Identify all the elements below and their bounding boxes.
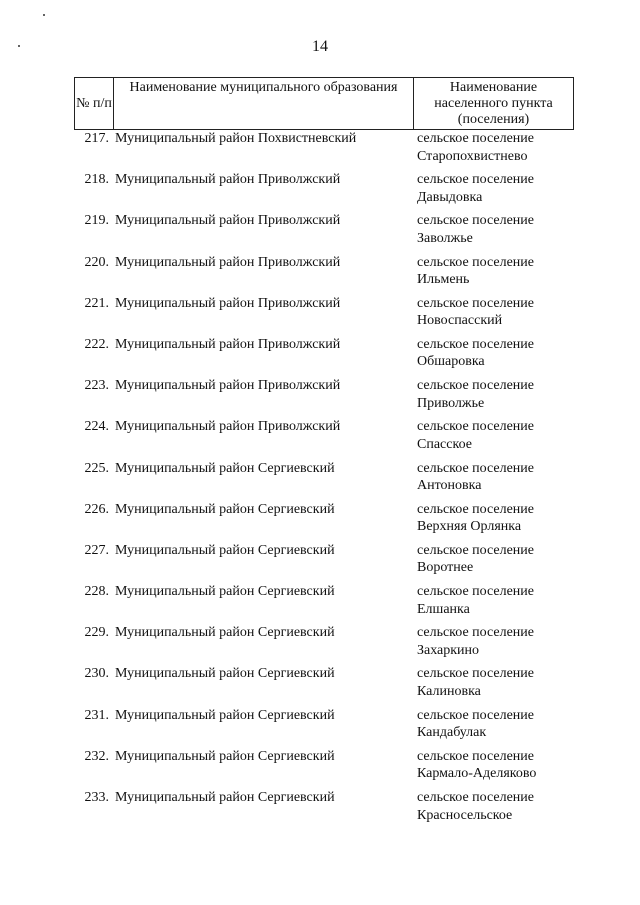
settlement-type: сельское поселение — [417, 542, 534, 558]
row-number: 217. — [84, 131, 109, 146]
row-number: 230. — [84, 666, 109, 682]
row-municipality: Муниципальный район Сергиевский — [115, 460, 335, 476]
settlement-type: сельское поселение — [417, 254, 534, 270]
table-row — [74, 542, 574, 583]
row-settlement — [413, 336, 574, 377]
table-row — [74, 583, 574, 624]
row-municipality: Муниципальный район Приволжский — [115, 378, 341, 394]
settlement-name: Верхняя Орлянка — [417, 519, 522, 535]
row-settlement — [413, 583, 574, 624]
row-settlement — [413, 789, 574, 830]
row-municipality: Муниципальный район Сергиевский — [115, 625, 335, 641]
settlement-name: Ильмень — [417, 272, 470, 288]
table-row — [74, 377, 574, 418]
row-settlement — [413, 501, 574, 542]
table-row — [74, 130, 574, 171]
row-number: 224. — [84, 419, 109, 435]
settlement-name: Давыдовка — [417, 189, 483, 205]
row-settlement — [413, 665, 574, 706]
row-settlement — [413, 212, 574, 253]
settlement-type: сельское поселение — [417, 419, 534, 435]
row-number: 220. — [84, 254, 109, 270]
settlement-name: Елшанка — [417, 601, 470, 617]
settlement-name: Обшаровка — [417, 354, 485, 370]
settlement-type: сельское поселение — [417, 707, 534, 723]
row-municipality: Муниципальный район Приволжский — [115, 295, 341, 311]
row-number: 229. — [84, 625, 109, 641]
row-municipality: Муниципальный район Приволжский — [115, 336, 341, 352]
table-body — [74, 130, 574, 830]
table-row — [74, 460, 574, 501]
scan-speck — [43, 14, 45, 16]
settlement-name: Захаркино — [417, 642, 480, 658]
row-municipality: Муниципальный район Приволжский — [115, 172, 341, 188]
settlement-type: сельское поселение — [417, 172, 534, 188]
row-municipality: Муниципальный район Похвистневский — [115, 131, 357, 146]
row-municipality: Муниципальный район Сергиевский — [115, 542, 335, 558]
row-number: 233. — [84, 790, 109, 805]
row-number: 228. — [84, 584, 109, 600]
settlement-name: Заволжье — [417, 230, 473, 246]
row-settlement — [413, 460, 574, 501]
row-number: 231. — [84, 707, 109, 723]
header-municipality: Наименование муниципального образования — [114, 78, 414, 129]
settlement-name: Кандабулак — [417, 725, 487, 741]
row-number: 232. — [84, 748, 109, 764]
settlement-name: Новоспасский — [417, 313, 503, 329]
settlement-name: Воротнее — [417, 560, 474, 576]
row-settlement — [413, 171, 574, 212]
row-municipality: Муниципальный район Сергиевский — [115, 707, 335, 723]
header-number: № п/п — [75, 78, 114, 129]
row-settlement — [413, 377, 574, 418]
settlement-name: Кармало-Аделяково — [417, 766, 537, 782]
table-row — [74, 171, 574, 212]
table-row — [74, 665, 574, 706]
settlement-name: Антоновка — [417, 478, 482, 493]
table-row — [74, 501, 574, 542]
row-settlement — [413, 295, 574, 336]
settlement-type: сельское поселение — [417, 213, 534, 229]
row-settlement — [413, 748, 574, 789]
settlement-type: сельское поселение — [417, 584, 534, 600]
settlement-type: сельское поселение — [417, 748, 534, 764]
table-row — [74, 789, 574, 830]
row-municipality: Муниципальный район Приволжский — [115, 213, 341, 229]
settlement-name: Старопохвистнево — [417, 148, 528, 164]
row-municipality: Муниципальный район Приволжский — [115, 254, 341, 270]
settlements-table — [74, 77, 574, 830]
settlement-type: сельское поселение — [417, 295, 534, 311]
row-number: 226. — [84, 501, 109, 517]
row-municipality: Муниципальный район Сергиевский — [115, 666, 335, 682]
settlement-type: сельское поселение — [417, 666, 534, 682]
settlement-type: сельское поселение — [417, 460, 534, 476]
settlement-type: сельское поселение — [417, 131, 534, 146]
table-row — [74, 254, 574, 295]
table-row — [74, 418, 574, 459]
settlement-type: сельское поселение — [417, 790, 534, 805]
table-row — [74, 295, 574, 336]
table-header — [74, 77, 574, 130]
settlement-type: сельское поселение — [417, 336, 534, 352]
row-number: 218. — [84, 172, 109, 188]
table-row — [74, 336, 574, 377]
row-municipality: Муниципальный район Сергиевский — [115, 790, 335, 805]
row-number: 221. — [84, 295, 109, 311]
header-settlement: Наименование населенного пункта (поселения) — [434, 79, 553, 127]
table-row — [74, 212, 574, 253]
row-municipality: Муниципальный район Сергиевский — [115, 584, 335, 600]
row-settlement — [413, 418, 574, 459]
settlement-name: Калиновка — [417, 683, 481, 699]
row-municipality: Муниципальный район Сергиевский — [115, 748, 335, 764]
row-number: 225. — [84, 460, 109, 476]
settlement-name: Спасское — [417, 436, 472, 452]
settlement-type: сельское поселение — [417, 501, 534, 517]
row-number: 219. — [84, 213, 109, 229]
row-settlement — [413, 624, 574, 665]
row-municipality: Муниципальный район Сергиевский — [115, 501, 335, 517]
settlement-name: Красносельское — [417, 807, 513, 823]
row-settlement — [413, 254, 574, 295]
table-row — [74, 624, 574, 665]
table-row — [74, 748, 574, 789]
table-row — [74, 707, 574, 748]
row-settlement — [413, 130, 574, 171]
settlement-type: сельское поселение — [417, 378, 534, 394]
row-number: 223. — [84, 378, 109, 394]
row-municipality: Муниципальный район Приволжский — [115, 419, 341, 435]
settlement-type: сельское поселение — [417, 625, 534, 641]
row-settlement — [413, 707, 574, 748]
row-number: 222. — [84, 336, 109, 352]
row-number: 227. — [84, 542, 109, 558]
settlement-name: Приволжье — [417, 395, 485, 411]
row-settlement — [413, 542, 574, 583]
page-number: 14 — [312, 38, 328, 55]
